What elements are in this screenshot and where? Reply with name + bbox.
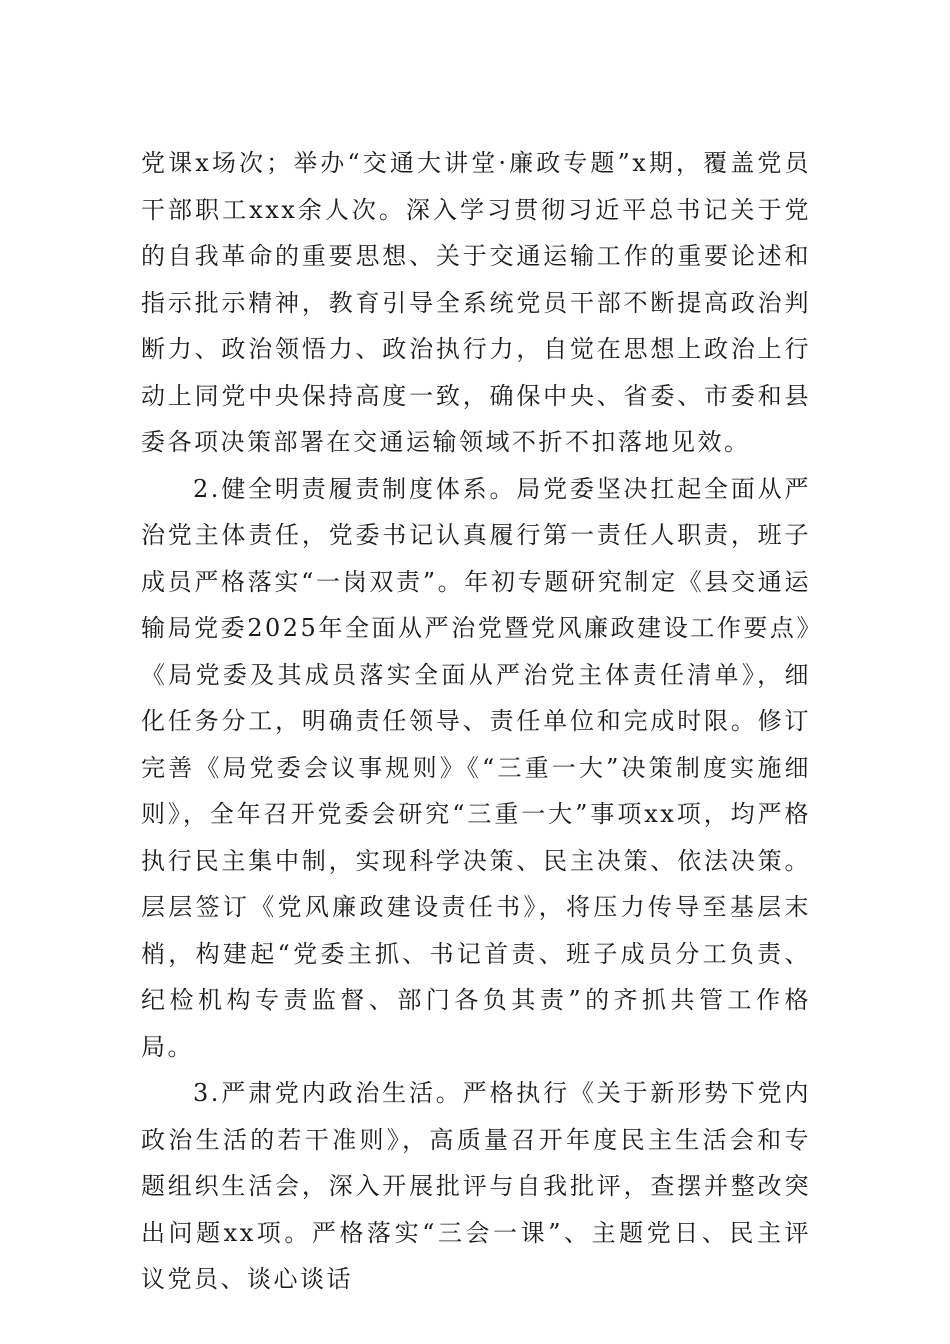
document-body xyxy=(141,140,811,1303)
paragraph-3: 3.严肃党内政治生活。严格执行《关于新形势下党内政治生活的若干准则》，高质量召开年度民主生活会和专题组织生活会，深入开展批评与自我批评，查摆并整改突出问题xx项。严格落实“三会一课”、主题党日、民主评议党员、谈心谈话 xyxy=(141,1079,811,1293)
paragraph-1: 党课x场次；举办“交通大讲堂·廉政专题”x期，覆盖党员干部职工xxx余人次。深入学习贯彻习近平总书记关于党的自我革命的重要思想、关于交通运输工作的重要论述和指示批示精神，教育引导全系统党员干部不断提高政治判断力、政治领悟力、政治执行力，自觉在思想上政治上行动上同党中央保持高度一致，确保中央、省委、市委和县委各项决策部署在交通运输领域不折不扣落地见效。 xyxy=(141,149,811,456)
paragraph-2: 2.健全明责履责制度体系。局党委坚决扛起全面从严治党主体责任，党委书记认真履行第一责任人职责，班子成员严格落实“一岗双责”。年初专题研究制定《县交通运输局党委2025年全面从严治党暨党风廉政建设工作要点》《局党委及其成员落实全面从严治党主体责任清单》，细化任务分工，明确责任领导、责任单位和完成时限。修订完善《局党委会议事规则》《“三重一大”决策制度实施细则》，全年召开党委会研究“三重一大”事项xx项，均严格执行民主集中制，实现科学决策、民主决策、依法决策。层层签订《党风廉政建设责任书》，将压力传导至基层末梢，构建起“党委主抓、书记首责、班子成员分工负责、纪检机构专责监督、部门各负其责”的齐抓共管工作格局。 xyxy=(141,474,811,1061)
